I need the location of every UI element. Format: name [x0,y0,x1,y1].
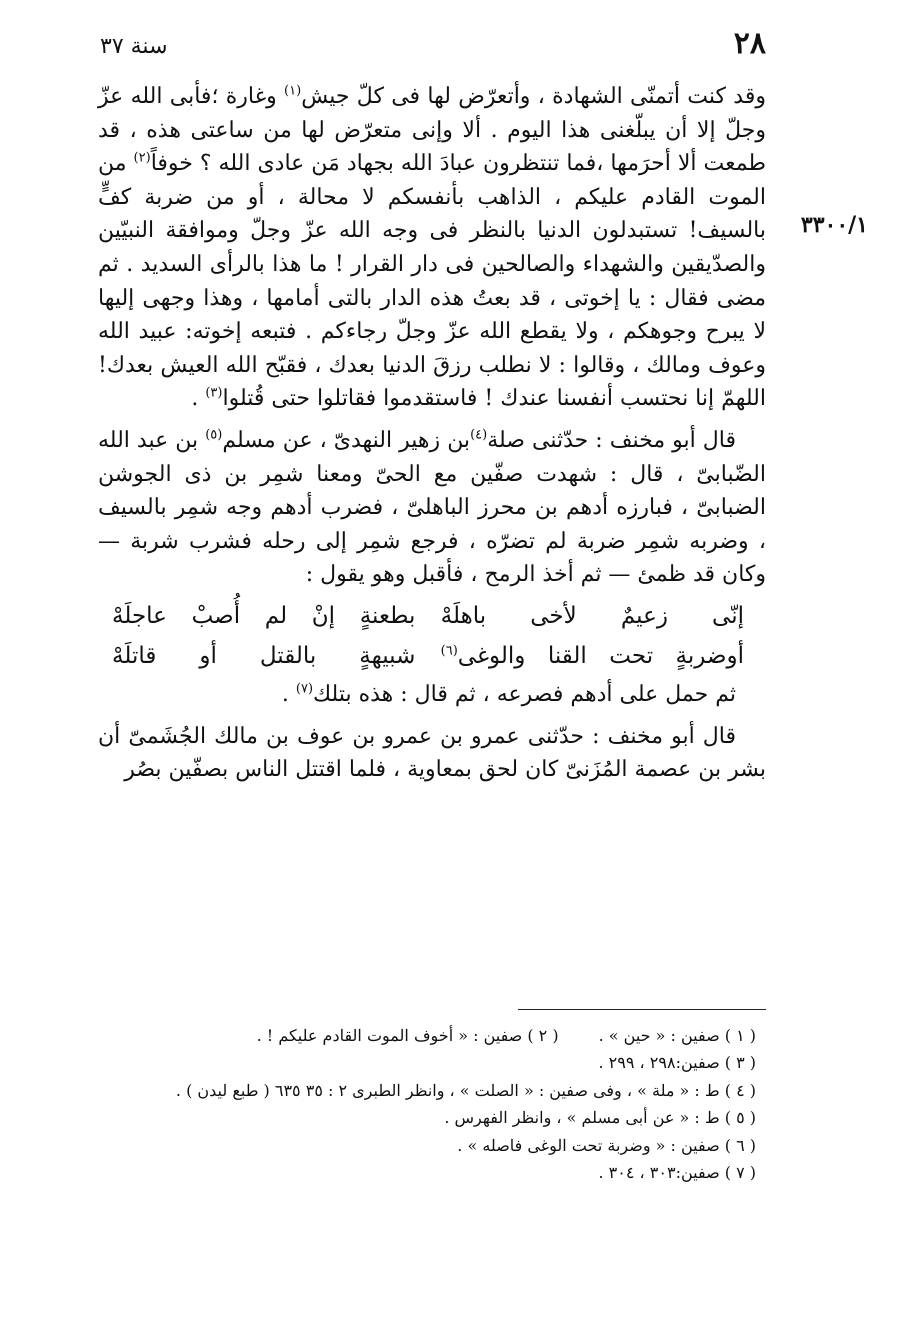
margin-reference: ٣٣٠٠/١ [800,212,868,238]
poem [98,596,766,676]
footnote-mark: (٧) [295,681,314,697]
footnote-5: ( ٥ ) ط : « عن أبى مسلم » ، وانظر الفهرس . [444,1108,756,1128]
hemistich-text: أوضربةٍ تحت القنا والوغى [457,642,744,669]
paragraph-text: قال أبو مخنف : حدّثنى صلة [487,427,736,453]
footnote-2: ( ٢ ) صفين : « أخوف الموت القادم عليكم ! . [256,1026,559,1045]
paragraph-after-poem: ثم حمل على أدهم فصرعه ، ثم قال : هذه بتلك$^{(٧)}$ . [281,681,736,707]
footnote-4: ( ٤ ) ط : « ملة » ، وفى صفين : « الصلت » ، وانظر الطبرى ٢ : ٣٥ ٦٣٥ ( طبع ليدن ) . [175,1080,756,1100]
paragraph-text: وغارة ؛فأبى الله عزّ وجلّ إلا أن يبلّغنى هذا اليوم . ألا وإنى متعرّض لها من ساعتى هذه ، قد طمعت ألا أحرَمها ،فما تنتظرون عبادَ الله بجهاد مَن عادى الله ؟ خوفاً [98,84,766,177]
footnote-mark: (٣) [205,386,223,402]
footnote-6: ( ٦ ) صفين : « وضربة تحت الوغى فاصله » . [457,1135,756,1155]
footnote-mark: (٦) [440,643,458,659]
poem-verse [98,636,766,676]
page-number: ٢٨ [733,26,766,61]
verse-first-hemistich [441,636,744,676]
poem-verse [98,596,766,636]
main-text [98,80,766,787]
paragraph-speech: وقد كنت أتمنّى الشهادة ، وأتعرّض لها فى كلّ جيش$^{(١)}$ وغارة ؛فأبى الله عزّ وجلّ إلا أن يبلّغنى هذا اليوم . ألا وإنى متعرّض لها من ساعتى هذه ، قد طمعت ألا أحرَمها ،فما تنتظرون عبادَ الله بجهاد مَن عادى الله ؟ خوفاً$^{(٢)}$ من الموت القادم عليكم ، الذاهب بأنفسكم لا محالة ، أو من ضربة كفٍّ بالسيف! تستبدلون الدنيا بالنظر فى وجه الله عزّ وجلّ وموافقة النبيّين والصدّيقين والشهداء والصالحين فى دار القرار ! ما هذا بالرأى السديد . ثم مضى فقال : يا إخوتى ، قد بعتُ هذه الدار بالتى أمامها ، وهذا وجهى إليها لا يبرح وجوهكم ، ولا يقطع الله عزّ وجلّ رجاءكم . فتبعه إخوته: عبيد الله وعوف ومالك ، وقالوا : لا نطلب رزقَ الدنيا بعدك ، فقبّح الله العيش بعدك! اللهمّ إنا نحتسب أنفسنا عندك ! فاستقدموا فقاتلوا حتى قُتلوا$^{(٣)}$ . [98,83,766,412]
page-header [100,26,766,66]
footnote-row [96,1022,756,1049]
running-head: سنة ٣٧ [100,34,168,59]
footnote-divider [518,1009,766,1010]
verse-second-hemistich: بطعنةٍ إنْ لم أُصبْ عاجلَهْ [112,602,416,629]
paragraph-text: وقد كنت أتمنّى الشهادة ، وأتعرّض لها فى كلّ جيش [301,84,766,109]
footnote-3: ( ٣ ) صفين:٢٩٨ ، ٢٩٩ . [598,1053,756,1073]
footnote-7: ( ٧ ) صفين:٣٠٣ ، ٣٠٤ . [598,1163,756,1183]
paragraph-text: من الموت القادم عليكم ، الذاهب بأنفسكم لا محالة ، أو من ضربة كفٍّ بالسيف! تستبدلون الدنيا بالنظر فى وجه الله عزّ وجلّ وموافقة النبيّين والصدّيقين والشهداء والصالحين فى دار القرار ! ما هذا بالرأى السديد . ثم مضى فقال : يا إخوتى ، قد بعتُ هذه الدار بالتى أمامها ، وهذا وجهى إليها لا يبرح وجوهكم ، ولا يقطع الله عزّ وجلّ رجاءكم . فتبعه إخوته: عبيد الله وعوف ومالك ، وقالوا : لا نطلب رزقَ الدنيا بعدك ، فقبّح الله العيش بعدك! اللهمّ إنا نحتسب أنفسنا عندك ! فاستقدموا فقاتلوا حتى قُتلوا [98,151,766,412]
footnotes [96,1022,756,1186]
footnote-1: ( ١ ) صفين : « حين » . [598,1026,756,1045]
paragraph-text: قال أبو مخنف : حدّثنى عمرو بن عمرو بن عوف بن مالك الجُشَمىّ أن بشر بن عصمة المُزَنىّ كان لحق بمعاوية ، فلما اقتتل الناس بصفّين بصُر [98,723,766,783]
paragraph-narration [98,424,766,592]
verse-second-hemistich: شبيهةٍ بالقتل أو قاتلَهْ [112,642,416,669]
footnote-mark: (٥) [205,427,223,443]
footnote-mark: (١) [284,83,302,99]
paragraph-text: بن زهير النهدىّ ، عن مسلم [222,427,471,453]
footnote-mark: (٢) [133,150,151,166]
paragraph-text: بن عبد الله الضّبابىّ ، قال : شهدت صفّين مع الحىّ ومعنا شمِر بن ذى الجوشن الضبابىّ ، فبارزه أدهم بن محرز الباهلىّ ، فضرب أدهم وجه شمِر بالسيف ، وضربه شمِر ضربة لم تضرّه ، فرجع شمِر إلى رحله فشرب شربة — وكان قد ظمئ — ثم أخذ الرمح ، فأقبل وهو يقول : [98,427,766,588]
verse-first-hemistich: إنّى زعيمٌ لأخى باهلَهْ [440,602,744,629]
paragraph-text: ثم حمل على أدهم فصرعه ، ثم قال : هذه بتلك [313,681,736,707]
paragraph-narration-2 [98,720,766,787]
footnote-mark: (٤) [470,427,488,443]
